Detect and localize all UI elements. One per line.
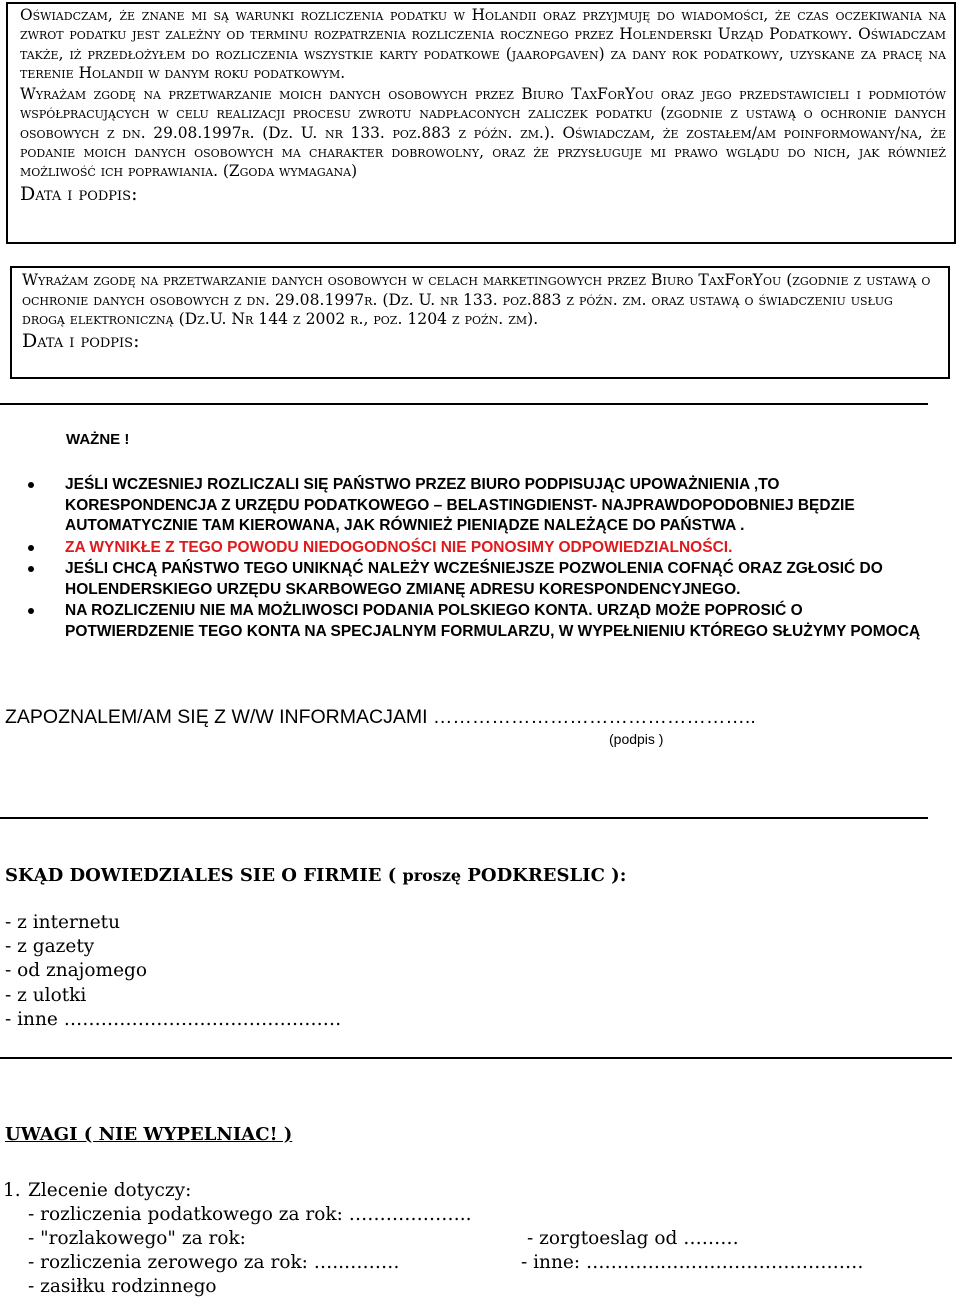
date-signature-label[interactable]: Data i podpis: bbox=[20, 182, 138, 205]
tax-year-line: - rozliczenia podatkowego za rok: ……………….. bbox=[28, 1204, 472, 1225]
source-option-friend[interactable]: - od znajomego bbox=[5, 960, 148, 982]
important-heading: WAŻNE ! bbox=[66, 431, 130, 448]
signature-hint: (podpis ) bbox=[609, 731, 664, 747]
acknowledgement-line[interactable]: ZAPOZNALEM/AM SIĘ Z W/W INFORMACJAMI ………………………………………….. bbox=[5, 706, 756, 728]
bullet-icon bbox=[28, 566, 34, 572]
source-option-internet[interactable]: - z internetu bbox=[5, 912, 121, 933]
divider bbox=[0, 403, 928, 405]
family-allowance-line: - zasiłku rodzinnego bbox=[28, 1276, 217, 1297]
data-processing-consent: Wyrażam zgodę na przetwarzanie moich danych osobowych przez Biuro TaxForYou oraz jego przedstawicieli i podmiotów współpracujących w celu realizacji procesu zwrotu nadpłaconych zaliczek podatku (zgodnie z ustawą o ochronie danych osobowych z dn. 29.08.1997r. (Dz. U. nr 133. poz.883 z późn. zm.). Oświadczam, że zostałem/am poinformowany/na, że podanie moich danych osobowych ma charakter dobrowolny, oraz że przysługuje mi prawo wglądu do nich, jak również możliwość ich poprawiania. (Zgoda wymagana) bbox=[20, 85, 946, 181]
rozlakowego-line: - "rozlakowego" za rok: bbox=[28, 1228, 246, 1249]
important-list bbox=[28, 475, 928, 642]
list-item: JEŚLI CHCĄ PAŃSTWO TEGO UNIKNĄĆ NALEŻY WCZEŚNIEJSZE POZWOLENIA COFNĄĆ ORAZ ZGŁOSIĆ DO HOLENDERSKIEGO URZĘDU SKARBOWEGO ZMIANĘ ADRESU KORESPONDENCYJNEGO. bbox=[28, 559, 928, 600]
source-option-newspaper[interactable]: - z gazety bbox=[5, 936, 95, 958]
source-option-leaflet[interactable]: - z ulotki bbox=[5, 984, 87, 1006]
list-item: NA ROZLICZENIU NIE MA MOŻLIWOSCI PODANIA POLSKIEGO KONTA. URZĄD MOŻE POPROSIĆ O POTWIERDZENIE TEGO KONTA NA SPECJALNYM FORMULARZU, W WYPEŁNIENIU KTÓREGO SŁUŻYMY POMOCĄ bbox=[28, 601, 928, 642]
other-line: - inne: ……………………………………… bbox=[521, 1252, 864, 1273]
source-question-heading: SKĄD DOWIEDZIALES SIE O FIRMIE ( proszę PODKRESLIC ): bbox=[5, 865, 627, 886]
tax-terms-statement: Oświadczam, że znane mi są warunki rozliczenia podatku w Holandii oraz przyjmuję do wiadomości, że czas oczekiwania na zwrot podatku jest zależny od terminu rozpatrzenia rozliczenia rocznego przez Holenderski Urząd Podatkowy. Oświadczam także, iż przedłożyłem do rozliczenia wszystkie karty podatkowe (jaaropgaven) za dany rok podatkowy, uzyskane za pracę na terenie Holandii w danym roku podatkowym. bbox=[20, 6, 946, 82]
divider bbox=[0, 1057, 952, 1059]
zero-settlement-line: - rozliczenia zerowego za rok: …..……… bbox=[28, 1252, 400, 1273]
item-number: 1. bbox=[3, 1180, 21, 1201]
zorgtoeslag-line: - zorgtoeslag od ……… bbox=[527, 1228, 739, 1249]
bullet-icon bbox=[28, 545, 34, 551]
notes-heading: UWAGI ( NIE WYPELNIAC! ) bbox=[5, 1124, 293, 1145]
data-consent-box bbox=[6, 2, 956, 244]
source-options bbox=[5, 911, 341, 1032]
source-option-other[interactable]: - inne ……………………………………… bbox=[5, 1008, 342, 1030]
consent-text bbox=[20, 6, 946, 182]
divider bbox=[0, 817, 928, 819]
marketing-consent-text: Wyrażam zgodę na przetwarzanie danych osobowych w celach marketingowych przez Biuro TaxForYou (zgodnie z ustawą o ochronie danych osobowych z dn. 29.08.1997r. (Dz. U. nr 133. poz.883 z późn. zm. oraz ustawą o świadczeniu usług drogą elektroniczną (Dz.U. Nr 144 z 2002 r., poz. 1204 z poźn. zm). bbox=[22, 271, 931, 329]
list-item: JEŚLI WCZESNIEJ ROZLICZALI SIĘ PAŃSTWO PRZEZ BIURO PODPISUJĄC UPOWAŻNIENIA ,TO KORESPONDENCJA Z URZĘDU PODATKOWEGO – BELASTINGDIENST- NAJPRAWDOPODOBNIEJ BĘDZIE AUTOMATYCZNIE TAM KIEROWANA, JAK RÓWNIEŻ PIENIĄDZE NALEŻĄCE DO PAŃSTWA . bbox=[28, 475, 928, 537]
marketing-consent-box bbox=[10, 266, 950, 379]
order-title: Zlecenie dotyczy: bbox=[28, 1180, 192, 1201]
bullet-icon bbox=[28, 482, 34, 488]
bullet-icon bbox=[28, 608, 34, 614]
warning-list-item: ZA WYNIKŁE Z TEGO POWODU NIEDOGODNOŚCI NIE PONOSIMY ODPOWIEDZIALNOŚCI. bbox=[28, 538, 928, 559]
marketing-date-signature-label[interactable]: Data i podpis: bbox=[22, 329, 140, 352]
